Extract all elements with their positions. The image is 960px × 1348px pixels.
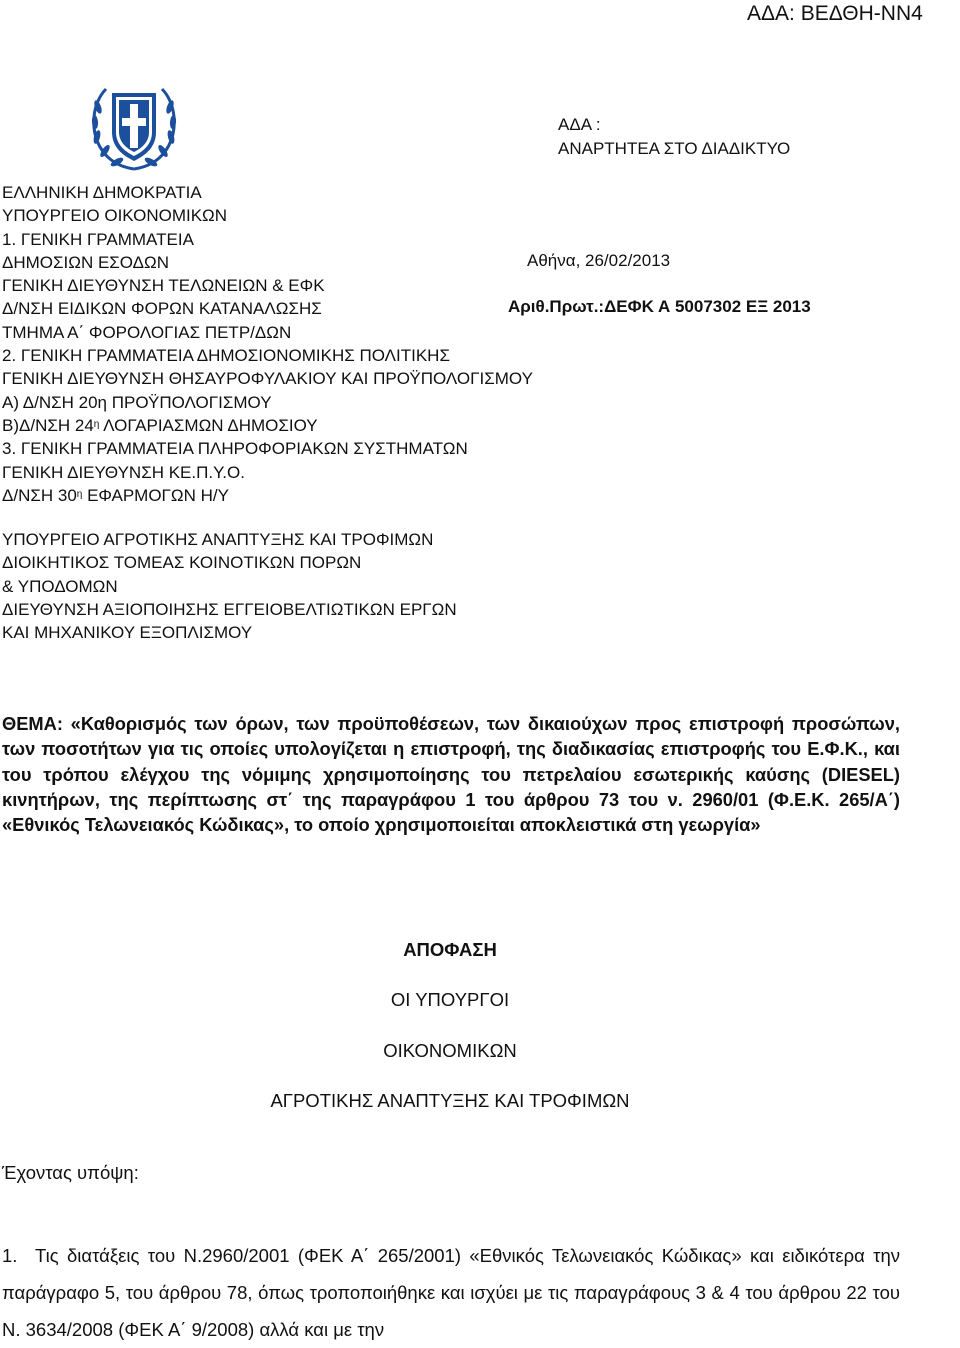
ada-posting-block [558,113,790,161]
ministry-line: ΥΠΟΥΡΓΕΙΟ ΑΓΡΟΤΙΚΗΣ ΑΝΑΠΤΥΞΗΣ ΚΑΙ ΤΡΟΦΙΜΩΝ [2,530,434,549]
ministry-line: ΔΙΕΥΘΥΝΣΗ ΑΞΙΟΠΟΙΗΣΗΣ ΕΓΓΕΙΟΒΕΛΤΙΩΤΙΚΩΝ ΕΡΓΩΝ [2,599,457,619]
ministry-line: & ΥΠΟΔΟΜΩΝ [2,576,118,596]
header-line: ΔΗΜΟΣΙΩΝ ΕΣΟΔΩΝ [2,252,170,272]
header-line-b [2,414,533,437]
posting-note: ΑΝΑΡΤΗΤΕΑ ΣΤΟ ΔΙΑΔΙΚΤΥΟ [558,139,791,158]
ministers-heading: ΟΙ ΥΠΟΥΡΓΟΙ [390,989,510,1010]
header-line: ΓΕΝΙΚΗ ΔΙΕΥΘΥΝΣΗ ΘΗΣΑΥΡΟΦΥΛΑΚΙΟΥ ΚΑΙ ΠΡΟΫΠΟΛΟΓΙΣΜΟΥ [2,369,533,389]
header-line: ΤΜΗΜΑ Α΄ ΦΟΡΟΛΟΓΙΑΣ ΠΕΤΡ/ΔΩΝ [2,322,292,342]
ministry-agriculture: ΑΓΡΟΤΙΚΗΣ ΑΝΑΠΤΥΞΗΣ ΚΑΙ ΤΡΟΦΙΜΩΝ [270,1090,630,1111]
ministry-finance: ΟΙΚΟΝΟΜΙΚΩΝ [383,1040,517,1061]
header-line-30 [2,484,533,507]
line-30-pre: Δ/ΝΣΗ 30 [2,485,77,505]
ministry-line: ΔΙΟΙΚΗΤΙΚΟΣ ΤΟΜΕΑΣ ΚΟΙΝΟΤΙΚΩΝ ΠΟΡΩΝ [2,553,362,573]
decision-heading: ΑΠΟΦΑΣΗ [403,939,497,960]
protocol-number: Αριθ.Πρωτ.:ΔΕΦΚ Α 5007302 ΕΞ 2013 [508,297,811,316]
header-line: 1. ΓΕΝΙΚΗ ΓΡΑΜΜΑΤΕΙΑ [2,229,194,249]
header-line: 2. ΓΕΝΙΚΗ ΓΡΑΜΜΑΤΕΙΑ ΔΗΜΟΣΙΟΝΟΜΙΚΗΣ ΠΟΛΙΤΙΚΗΣ [2,346,450,366]
subject-paragraph: ΘΕΜΑ: «Καθορισμός των όρων, των προϋποθέσεων, των δικαιούχων προς επιστροφή προσώπων, των ποσοτήτων για τις οποίες υπολογίζεται η επιστροφή, της διαδικασίας επιστροφής του Ε.Φ.Κ., και του τρόπου ελέγχου της νόμιμης χρησιμοποίησης του πετρελαίου εσωτερικής καύσης (DIESEL) κινητήρων, της περίπτωσης στ΄ της παραγράφου 1 του άρθρου 73 του ν. 2960/01 (Φ.Ε.Κ. 265/Α΄) «Εθνικός Τελωνειακός Κώδικας», το οποίο χρησιμοποιείται αποκλειστικά στη γεωργία» [2,713,900,836]
having-regard-label: Έχοντας υπόψη: [2,1162,139,1183]
clause-text: Τις διατάξεις του Ν.2960/2001 (ΦΕΚ Α΄ 265/2001) «Εθνικός Τελωνειακός Κώδικας» και ειδικότερα την παράγραφο 5, του άρθρου 78, όπως τροποποιήθηκε και ισχύει με τις παραγράφους 3 & 4 του άρθρου 22 του Ν. 3634/2008 (ΦΕΚ Α΄ 9/2008) αλλά και με την [2,1245,900,1340]
line-b-pre: Β)Δ/ΝΣΗ 24 [2,415,94,435]
header-line: Δ/ΝΣΗ ΕΙΔΙΚΩΝ ΦΟΡΩΝ ΚΑΤΑΝΑΛΩΣΗΣ [2,299,322,319]
place-date: Αθήνα, 26/02/2013 [527,251,671,270]
co-issuing-ministry [2,528,457,644]
greek-coat-of-arms-icon [84,77,184,177]
issuing-authorities [2,181,533,507]
header-line: ΓΕΝΙΚΗ ΔΙΕΥΘΥΝΣΗ ΤΕΛΩΝΕΙΩΝ & ΕΦΚ [2,276,325,296]
header-line: ΕΛΛΗΝΙΚΗ ΔΗΜΟΚΡΑΤΙΑ [2,183,202,202]
header-line: ΥΠΟΥΡΓΕΙΟ ΟΙΚΟΝΟΜΙΚΩΝ [2,206,228,226]
clause-number: 1. [2,1245,18,1266]
line-30-sup: η [76,488,83,500]
line-30-post: ΕΦΑΡΜΟΓΩΝ Η/Υ [82,485,229,505]
header-line: 3. ΓΕΝΙΚΗ ΓΡΑΜΜΑΤΕΙΑ ΠΛΗΡΟΦΟΡΙΑΚΩΝ ΣΥΣΤΗΜΑΤΩΝ [2,439,468,459]
line-b-post: ΛΟΓΑΡΙΑΣΜΩΝ ΔΗΜΟΣΙΟΥ [99,415,318,435]
ada-code: ΑΔΑ: ΒΕΔΘΗ-ΝΝ4 [747,2,923,25]
header-line: ΓΕΝΙΚΗ ΔΙΕΥΘΥΝΣΗ ΚΕ.Π.Υ.Ο. [2,462,245,482]
ada-label: ΑΔΑ : [558,115,601,134]
line-b-sup: η [93,418,100,430]
ministry-line: ΚΑΙ ΜΗΧΑΝΙΚΟΥ ΕΞΟΠΛΙΣΜΟΥ [2,623,253,643]
header-line: Α) Δ/ΝΣΗ 20η ΠΡΟΫΠΟΛΟΓΙΣΜΟΥ [2,392,272,412]
clause-1 [2,1237,900,1348]
